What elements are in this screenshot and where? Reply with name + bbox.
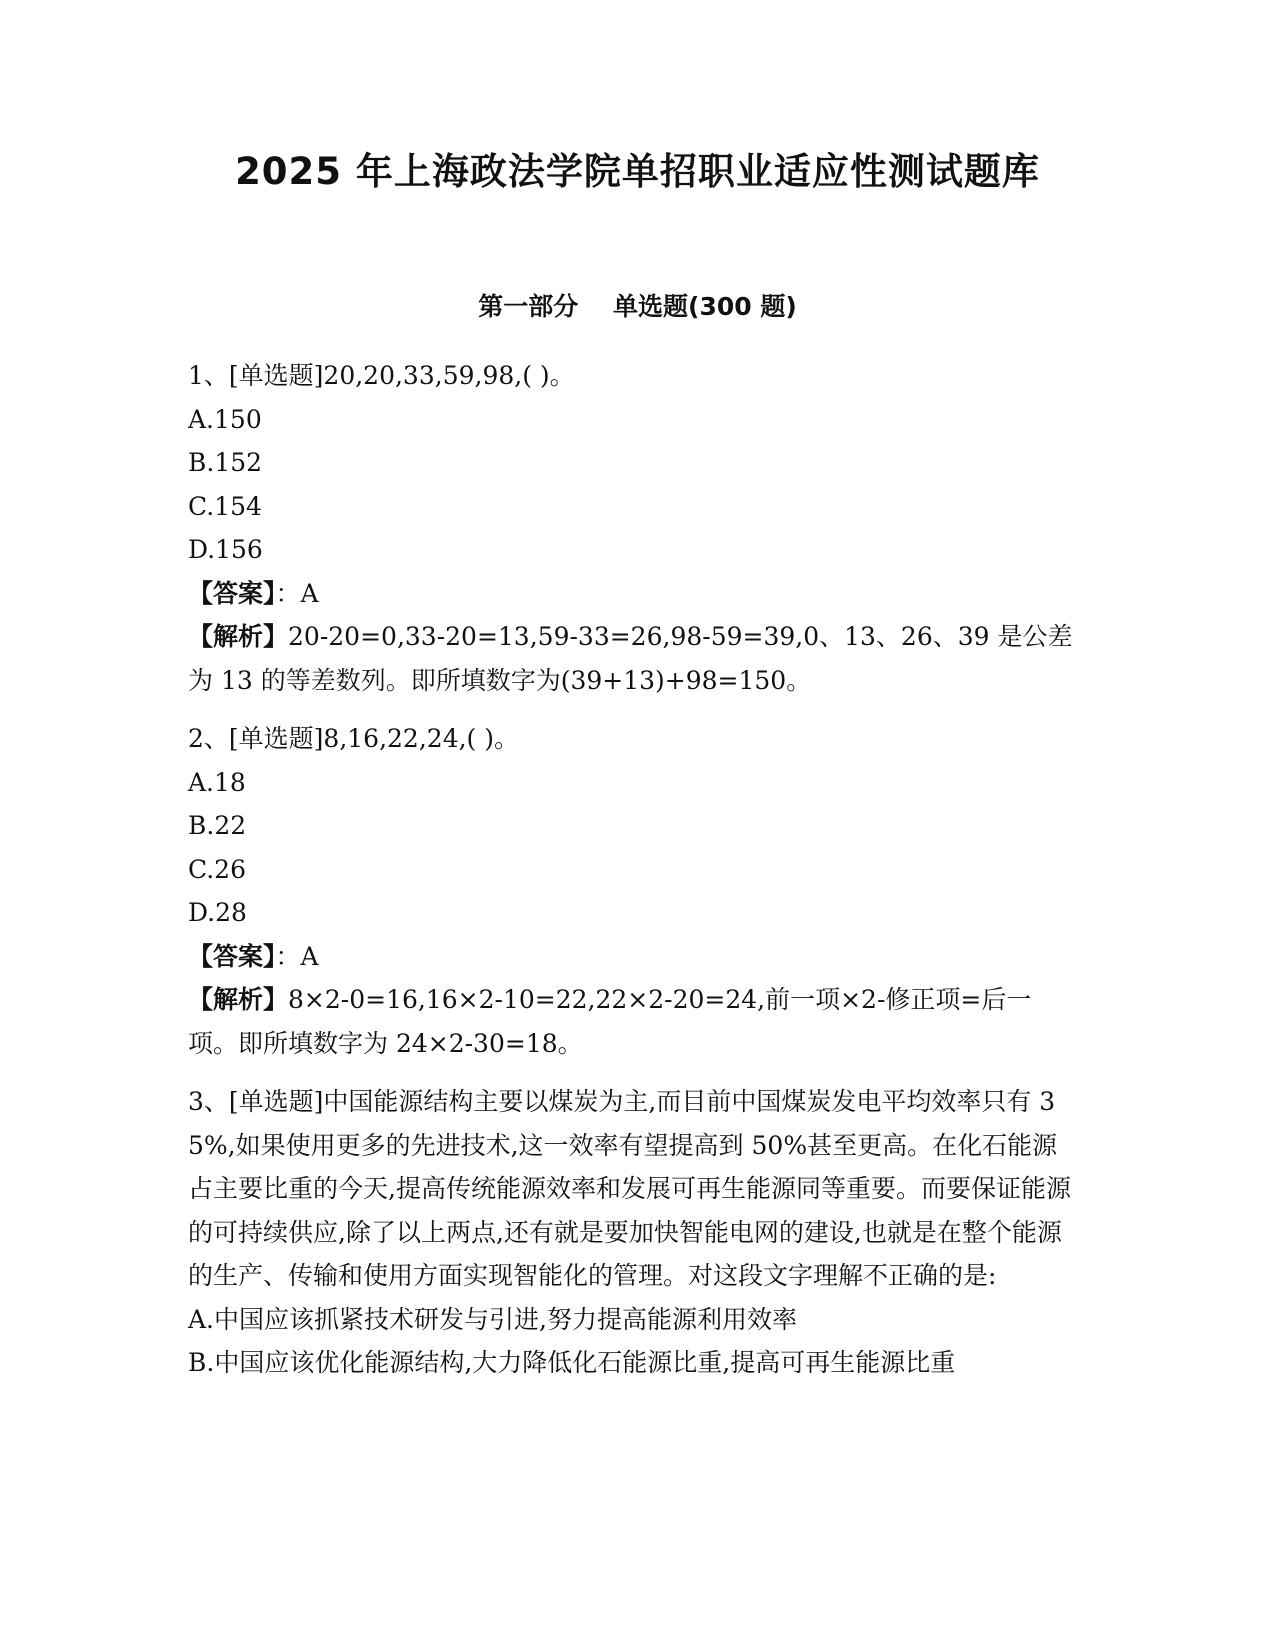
option-b: B.152 xyxy=(188,448,263,477)
answer-label: 【答案】 xyxy=(188,578,276,608)
option-a: A.中国应该抓紧技术研发与引进,努力提高能源利用效率 xyxy=(188,1304,797,1334)
option-c: C.154 xyxy=(188,491,262,521)
analysis-label: 【解析】 xyxy=(188,622,289,651)
option-d: D.28 xyxy=(188,898,247,927)
answer-line xyxy=(188,572,1078,616)
analysis-line xyxy=(188,615,1078,702)
answer-value: ：A xyxy=(275,941,319,971)
question-2 xyxy=(188,717,1078,1065)
option-b: B.中国应该优化能源结构,大力降低化石能源比重,提高可再生能源比重 xyxy=(188,1348,956,1377)
analysis-text: 20-20=0,33-20=13,59-33=26,98-59=39,0、13、26、39 是公差为 13 的等差数列。即所填数字为(39+13)+98=150。 xyxy=(188,622,1073,695)
question-list xyxy=(188,354,1078,1400)
option-a: A.150 xyxy=(188,404,262,434)
question-3 xyxy=(188,1080,1078,1385)
option-c: C.26 xyxy=(188,854,246,884)
section-title: 第一部分 单选题(300 题) xyxy=(478,292,797,321)
question-stem: 2、[单选题]8,16,22,24,( )。 xyxy=(188,724,519,753)
document-title: 2025 年上海政法学院单招职业适应性测试题库 xyxy=(235,150,1040,193)
question-stem: 3、[单选题]中国能源结构主要以煤炭为主,而目前中国煤炭发电平均效率只有 35%,如果使用更多的先进技术,这一效率有望提高到 50%甚至更高。在化石能源占主要比重的今天,提高传统能源效率和发展可再生能源同等重要。而要保证能源的可持续供应,除了以上两点,还有就是要加快智能电网的建设,也就是在整个能源的生产、传输和使用方面实现智能化的管理。对这段文字理解不正确的是: xyxy=(188,1087,1071,1290)
analysis-text: 8×2-0=16,16×2-10=22,22×2-20=24,前一项×2-修正项=后一项。即所填数字为 24×2-30=18。 xyxy=(188,985,1032,1058)
analysis-line xyxy=(188,978,1078,1065)
option-a: A.18 xyxy=(188,767,246,797)
question-1 xyxy=(188,354,1078,702)
option-d: D.156 xyxy=(188,535,263,564)
answer-label: 【答案】 xyxy=(188,941,276,971)
answer-value: ：A xyxy=(275,578,319,608)
answer-line xyxy=(188,935,1078,979)
question-stem: 1、[单选题]20,20,33,59,98,( )。 xyxy=(188,361,575,390)
option-b: B.22 xyxy=(188,811,247,840)
analysis-label: 【解析】 xyxy=(188,985,289,1014)
